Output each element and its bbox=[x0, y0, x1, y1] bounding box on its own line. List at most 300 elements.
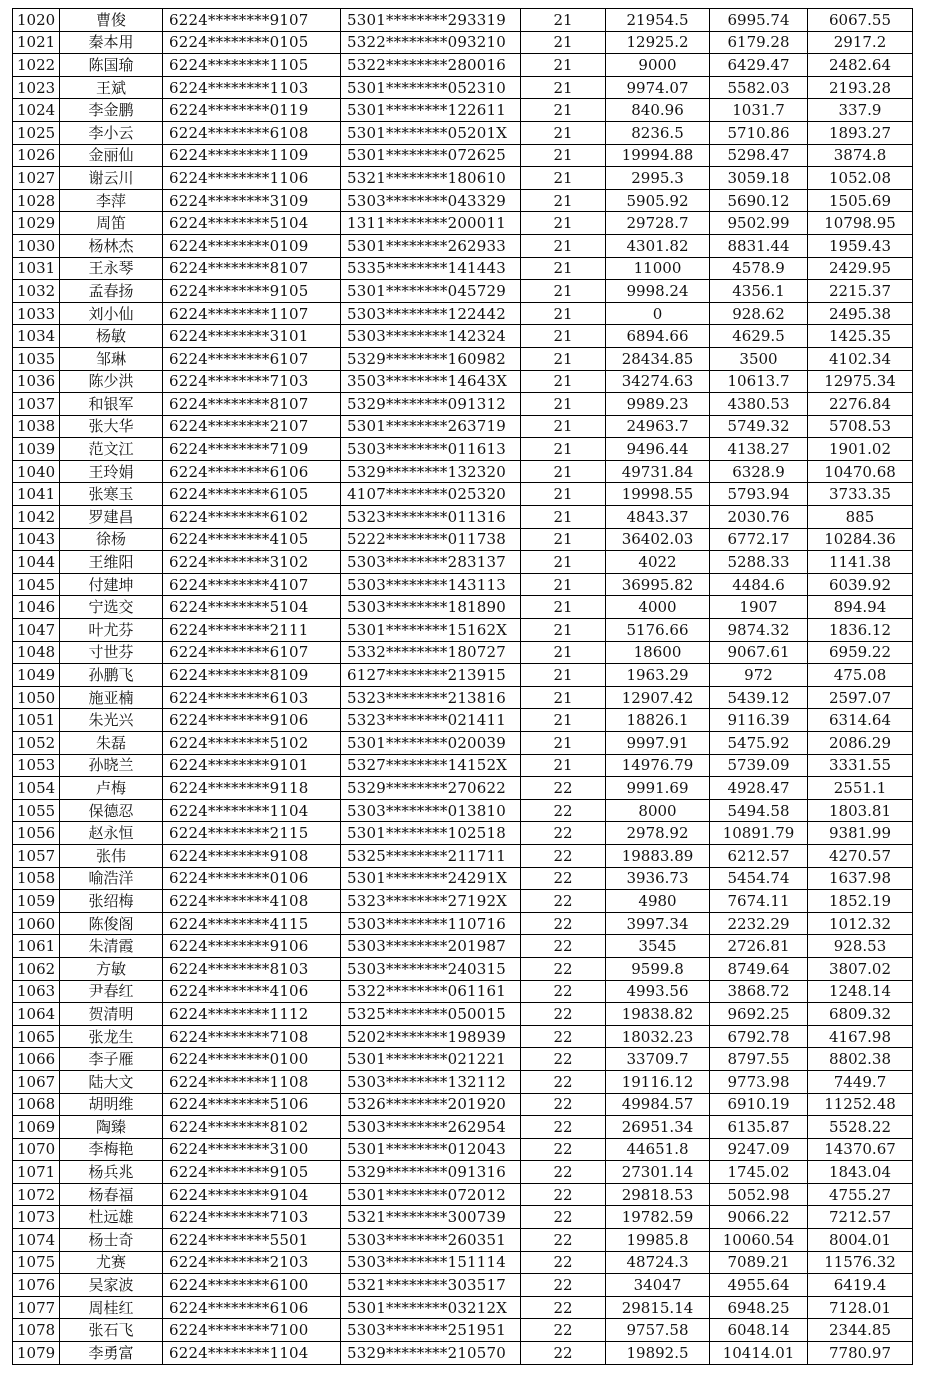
id-number-cell: 5301********072625 bbox=[341, 144, 521, 167]
card-number-cell: 6224********1103 bbox=[163, 76, 341, 99]
name-cell: 李子雁 bbox=[60, 1048, 163, 1071]
term-cell: 22 bbox=[521, 912, 606, 935]
card-number-cell: 6224********9106 bbox=[163, 935, 341, 958]
row-number-cell: 1066 bbox=[13, 1048, 60, 1071]
amount-cell: 2215.37 bbox=[808, 280, 913, 303]
id-number-cell: 5301********021221 bbox=[341, 1048, 521, 1071]
amount-cell: 3500 bbox=[710, 347, 808, 370]
table-row bbox=[13, 370, 913, 393]
term-cell: 22 bbox=[521, 1003, 606, 1026]
amount-cell: 1852.19 bbox=[808, 890, 913, 913]
term-cell: 22 bbox=[521, 1138, 606, 1161]
amount-cell: 3733.35 bbox=[808, 483, 913, 506]
amount-cell: 1907 bbox=[710, 596, 808, 619]
card-number-cell: 6224********4106 bbox=[163, 980, 341, 1003]
term-cell: 21 bbox=[521, 573, 606, 596]
amount-cell: 2978.92 bbox=[606, 822, 710, 845]
name-cell: 曹俊 bbox=[60, 9, 163, 32]
card-number-cell: 6224********1106 bbox=[163, 167, 341, 190]
name-cell: 李小云 bbox=[60, 121, 163, 144]
card-number-cell: 6224********7108 bbox=[163, 1025, 341, 1048]
table-row bbox=[13, 99, 913, 122]
amount-cell: 6429.47 bbox=[710, 54, 808, 77]
name-cell: 杜远雄 bbox=[60, 1206, 163, 1229]
card-number-cell: 6224********6107 bbox=[163, 641, 341, 664]
name-cell: 尹春红 bbox=[60, 980, 163, 1003]
id-number-cell: 5335********141443 bbox=[341, 257, 521, 280]
id-number-cell: 5303********013810 bbox=[341, 799, 521, 822]
amount-cell: 3997.34 bbox=[606, 912, 710, 935]
table-row bbox=[13, 121, 913, 144]
amount-cell: 48724.3 bbox=[606, 1251, 710, 1274]
amount-cell: 24963.7 bbox=[606, 415, 710, 438]
term-cell: 22 bbox=[521, 822, 606, 845]
card-number-cell: 6224********6106 bbox=[163, 1296, 341, 1319]
card-number-cell: 6224********6105 bbox=[163, 483, 341, 506]
table-row bbox=[13, 935, 913, 958]
amount-cell: 10284.36 bbox=[808, 528, 913, 551]
amount-cell: 34274.63 bbox=[606, 370, 710, 393]
amount-cell: 4167.98 bbox=[808, 1025, 913, 1048]
name-cell: 朱清霞 bbox=[60, 935, 163, 958]
card-number-cell: 6224********9106 bbox=[163, 709, 341, 732]
id-number-cell: 5323********213816 bbox=[341, 686, 521, 709]
table-row bbox=[13, 167, 913, 190]
card-number-cell: 6224********6103 bbox=[163, 686, 341, 709]
name-cell: 邹琳 bbox=[60, 347, 163, 370]
card-number-cell: 6224********5104 bbox=[163, 212, 341, 235]
id-number-cell: 5303********143113 bbox=[341, 573, 521, 596]
table-row bbox=[13, 980, 913, 1003]
id-number-cell: 5301********262933 bbox=[341, 234, 521, 257]
amount-cell: 8797.55 bbox=[710, 1048, 808, 1071]
amount-cell: 3874.8 bbox=[808, 144, 913, 167]
id-number-cell: 5301********045729 bbox=[341, 280, 521, 303]
term-cell: 22 bbox=[521, 1296, 606, 1319]
name-cell: 张伟 bbox=[60, 844, 163, 867]
name-cell: 保德忍 bbox=[60, 799, 163, 822]
id-number-cell: 5303********283137 bbox=[341, 551, 521, 574]
amount-cell: 9066.22 bbox=[710, 1206, 808, 1229]
id-number-cell: 5301********102518 bbox=[341, 822, 521, 845]
table-row bbox=[13, 890, 913, 913]
name-cell: 孟春扬 bbox=[60, 280, 163, 303]
amount-cell: 6792.78 bbox=[710, 1025, 808, 1048]
term-cell: 22 bbox=[521, 1183, 606, 1206]
name-cell: 王斌 bbox=[60, 76, 163, 99]
card-number-cell: 6224********9104 bbox=[163, 1183, 341, 1206]
card-number-cell: 6224********1104 bbox=[163, 1342, 341, 1365]
card-number-cell: 6224********1108 bbox=[163, 1070, 341, 1093]
term-cell: 22 bbox=[521, 867, 606, 890]
term-cell: 22 bbox=[521, 980, 606, 1003]
row-number-cell: 1056 bbox=[13, 822, 60, 845]
amount-cell: 8749.64 bbox=[710, 957, 808, 980]
name-cell: 施亚楠 bbox=[60, 686, 163, 709]
term-cell: 21 bbox=[521, 506, 606, 529]
amount-cell: 4102.34 bbox=[808, 347, 913, 370]
row-number-cell: 1043 bbox=[13, 528, 60, 551]
row-number-cell: 1072 bbox=[13, 1183, 60, 1206]
card-number-cell: 6224********2107 bbox=[163, 415, 341, 438]
amount-cell: 49731.84 bbox=[606, 460, 710, 483]
card-number-cell: 6224********8107 bbox=[163, 257, 341, 280]
amount-cell: 9974.07 bbox=[606, 76, 710, 99]
name-cell: 李勇富 bbox=[60, 1342, 163, 1365]
amount-cell: 5690.12 bbox=[710, 189, 808, 212]
row-number-cell: 1061 bbox=[13, 935, 60, 958]
name-cell: 宁选交 bbox=[60, 596, 163, 619]
card-number-cell: 6224********9105 bbox=[163, 1161, 341, 1184]
amount-cell: 6772.17 bbox=[710, 528, 808, 551]
amount-cell: 475.08 bbox=[808, 664, 913, 687]
row-number-cell: 1070 bbox=[13, 1138, 60, 1161]
id-number-cell: 5329********210570 bbox=[341, 1342, 521, 1365]
name-cell: 张石飞 bbox=[60, 1319, 163, 1342]
row-number-cell: 1020 bbox=[13, 9, 60, 32]
table-row bbox=[13, 1296, 913, 1319]
id-number-cell: 5303********110716 bbox=[341, 912, 521, 935]
table-row bbox=[13, 302, 913, 325]
amount-cell: 6314.64 bbox=[808, 709, 913, 732]
amount-cell: 10798.95 bbox=[808, 212, 913, 235]
name-cell: 方敏 bbox=[60, 957, 163, 980]
amount-cell: 5298.47 bbox=[710, 144, 808, 167]
card-number-cell: 6224********0106 bbox=[163, 867, 341, 890]
amount-cell: 19998.55 bbox=[606, 483, 710, 506]
row-number-cell: 1021 bbox=[13, 31, 60, 54]
name-cell: 张寒玉 bbox=[60, 483, 163, 506]
amount-cell: 19892.5 bbox=[606, 1342, 710, 1365]
card-number-cell: 6224********8107 bbox=[163, 393, 341, 416]
card-number-cell: 6224********0105 bbox=[163, 31, 341, 54]
amount-cell: 14370.67 bbox=[808, 1138, 913, 1161]
term-cell: 22 bbox=[521, 777, 606, 800]
amount-cell: 19116.12 bbox=[606, 1070, 710, 1093]
table-row bbox=[13, 438, 913, 461]
id-number-cell: 5322********093210 bbox=[341, 31, 521, 54]
table-row bbox=[13, 1342, 913, 1365]
id-number-cell: 5301********020039 bbox=[341, 732, 521, 755]
amount-cell: 7128.01 bbox=[808, 1296, 913, 1319]
amount-cell: 1836.12 bbox=[808, 619, 913, 642]
row-number-cell: 1054 bbox=[13, 777, 60, 800]
id-number-cell: 5202********198939 bbox=[341, 1025, 521, 1048]
amount-cell: 2726.81 bbox=[710, 935, 808, 958]
table-row bbox=[13, 709, 913, 732]
name-cell: 秦本用 bbox=[60, 31, 163, 54]
term-cell: 22 bbox=[521, 844, 606, 867]
id-number-cell: 5301********03212X bbox=[341, 1296, 521, 1319]
table-row bbox=[13, 212, 913, 235]
id-number-cell: 5301********15162X bbox=[341, 619, 521, 642]
amount-cell: 7449.7 bbox=[808, 1070, 913, 1093]
id-number-cell: 5301********263719 bbox=[341, 415, 521, 438]
card-number-cell: 6224********1104 bbox=[163, 799, 341, 822]
table-row bbox=[13, 822, 913, 845]
row-number-cell: 1074 bbox=[13, 1229, 60, 1252]
amount-cell: 4380.53 bbox=[710, 393, 808, 416]
amount-cell: 2597.07 bbox=[808, 686, 913, 709]
row-number-cell: 1034 bbox=[13, 325, 60, 348]
amount-cell: 8831.44 bbox=[710, 234, 808, 257]
name-cell: 李萍 bbox=[60, 189, 163, 212]
amount-cell: 4955.64 bbox=[710, 1274, 808, 1297]
row-number-cell: 1029 bbox=[13, 212, 60, 235]
id-number-cell: 5301********122611 bbox=[341, 99, 521, 122]
term-cell: 22 bbox=[521, 1093, 606, 1116]
amount-cell: 1031.7 bbox=[710, 99, 808, 122]
id-number-cell: 5325********211711 bbox=[341, 844, 521, 867]
term-cell: 22 bbox=[521, 1274, 606, 1297]
amount-cell: 12975.34 bbox=[808, 370, 913, 393]
amount-cell: 1963.29 bbox=[606, 664, 710, 687]
table-row bbox=[13, 1183, 913, 1206]
term-cell: 21 bbox=[521, 686, 606, 709]
term-cell: 21 bbox=[521, 483, 606, 506]
id-number-cell: 4107********025320 bbox=[341, 483, 521, 506]
amount-cell: 4000 bbox=[606, 596, 710, 619]
id-number-cell: 5325********050015 bbox=[341, 1003, 521, 1026]
term-cell: 22 bbox=[521, 1319, 606, 1342]
card-number-cell: 6224********6107 bbox=[163, 347, 341, 370]
data-table bbox=[12, 8, 913, 1365]
table-row bbox=[13, 1025, 913, 1048]
row-number-cell: 1028 bbox=[13, 189, 60, 212]
name-cell: 朱光兴 bbox=[60, 709, 163, 732]
row-number-cell: 1046 bbox=[13, 596, 60, 619]
card-number-cell: 6224********4115 bbox=[163, 912, 341, 935]
card-number-cell: 6224********5501 bbox=[163, 1229, 341, 1252]
term-cell: 21 bbox=[521, 121, 606, 144]
card-number-cell: 6224********8103 bbox=[163, 957, 341, 980]
amount-cell: 9067.61 bbox=[710, 641, 808, 664]
table-row bbox=[13, 257, 913, 280]
term-cell: 21 bbox=[521, 212, 606, 235]
amount-cell: 12925.2 bbox=[606, 31, 710, 54]
amount-cell: 5288.33 bbox=[710, 551, 808, 574]
amount-cell: 840.96 bbox=[606, 99, 710, 122]
amount-cell: 4301.82 bbox=[606, 234, 710, 257]
id-number-cell: 5303********142324 bbox=[341, 325, 521, 348]
amount-cell: 4578.9 bbox=[710, 257, 808, 280]
table-row bbox=[13, 664, 913, 687]
table-row bbox=[13, 1070, 913, 1093]
card-number-cell: 6224********7103 bbox=[163, 1206, 341, 1229]
table-row bbox=[13, 1319, 913, 1342]
amount-cell: 6039.92 bbox=[808, 573, 913, 596]
id-number-cell: 5303********251951 bbox=[341, 1319, 521, 1342]
term-cell: 21 bbox=[521, 280, 606, 303]
table-row bbox=[13, 9, 913, 32]
card-number-cell: 6224********9105 bbox=[163, 280, 341, 303]
row-number-cell: 1026 bbox=[13, 144, 60, 167]
amount-cell: 894.94 bbox=[808, 596, 913, 619]
amount-cell: 9692.25 bbox=[710, 1003, 808, 1026]
row-number-cell: 1023 bbox=[13, 76, 60, 99]
amount-cell: 2482.64 bbox=[808, 54, 913, 77]
name-cell: 谢云川 bbox=[60, 167, 163, 190]
amount-cell: 5582.03 bbox=[710, 76, 808, 99]
table-row bbox=[13, 732, 913, 755]
table-row bbox=[13, 189, 913, 212]
row-number-cell: 1031 bbox=[13, 257, 60, 280]
row-number-cell: 1077 bbox=[13, 1296, 60, 1319]
id-number-cell: 5322********280016 bbox=[341, 54, 521, 77]
name-cell: 杨士奇 bbox=[60, 1229, 163, 1252]
name-cell: 周笛 bbox=[60, 212, 163, 235]
table-row bbox=[13, 54, 913, 77]
amount-cell: 9991.69 bbox=[606, 777, 710, 800]
amount-cell: 8236.5 bbox=[606, 121, 710, 144]
amount-cell: 9874.32 bbox=[710, 619, 808, 642]
name-cell: 张大华 bbox=[60, 415, 163, 438]
amount-cell: 9773.98 bbox=[710, 1070, 808, 1093]
card-number-cell: 6224********9107 bbox=[163, 9, 341, 32]
id-number-cell: 5329********132320 bbox=[341, 460, 521, 483]
amount-cell: 6959.22 bbox=[808, 641, 913, 664]
amount-cell: 1141.38 bbox=[808, 551, 913, 574]
amount-cell: 34047 bbox=[606, 1274, 710, 1297]
card-number-cell: 6224********9108 bbox=[163, 844, 341, 867]
table-row bbox=[13, 573, 913, 596]
table-row bbox=[13, 1161, 913, 1184]
table-row bbox=[13, 528, 913, 551]
name-cell: 张绍梅 bbox=[60, 890, 163, 913]
row-number-cell: 1030 bbox=[13, 234, 60, 257]
row-number-cell: 1058 bbox=[13, 867, 60, 890]
term-cell: 21 bbox=[521, 325, 606, 348]
row-number-cell: 1063 bbox=[13, 980, 60, 1003]
term-cell: 21 bbox=[521, 189, 606, 212]
card-number-cell: 6224********6108 bbox=[163, 121, 341, 144]
amount-cell: 19838.82 bbox=[606, 1003, 710, 1026]
amount-cell: 928.62 bbox=[710, 302, 808, 325]
amount-cell: 0 bbox=[606, 302, 710, 325]
id-number-cell: 5326********201920 bbox=[341, 1093, 521, 1116]
table-row bbox=[13, 777, 913, 800]
amount-cell: 972 bbox=[710, 664, 808, 687]
amount-cell: 9000 bbox=[606, 54, 710, 77]
term-cell: 21 bbox=[521, 76, 606, 99]
name-cell: 王维阳 bbox=[60, 551, 163, 574]
id-number-cell: 5301********24291X bbox=[341, 867, 521, 890]
card-number-cell: 6224********2115 bbox=[163, 822, 341, 845]
row-number-cell: 1071 bbox=[13, 1161, 60, 1184]
row-number-cell: 1053 bbox=[13, 754, 60, 777]
amount-cell: 1959.43 bbox=[808, 234, 913, 257]
amount-cell: 7780.97 bbox=[808, 1342, 913, 1365]
amount-cell: 10060.54 bbox=[710, 1229, 808, 1252]
amount-cell: 7674.11 bbox=[710, 890, 808, 913]
card-number-cell: 6224********3101 bbox=[163, 325, 341, 348]
term-cell: 22 bbox=[521, 1229, 606, 1252]
amount-cell: 6894.66 bbox=[606, 325, 710, 348]
amount-cell: 29815.14 bbox=[606, 1296, 710, 1319]
id-number-cell: 5323********021411 bbox=[341, 709, 521, 732]
amount-cell: 3807.02 bbox=[808, 957, 913, 980]
id-number-cell: 5301********293319 bbox=[341, 9, 521, 32]
amount-cell: 11576.32 bbox=[808, 1251, 913, 1274]
card-number-cell: 6224********5102 bbox=[163, 732, 341, 755]
amount-cell: 6135.87 bbox=[710, 1116, 808, 1139]
id-number-cell: 5303********122442 bbox=[341, 302, 521, 325]
card-number-cell: 6224********7100 bbox=[163, 1319, 341, 1342]
card-number-cell: 6224********5106 bbox=[163, 1093, 341, 1116]
card-number-cell: 6224********6100 bbox=[163, 1274, 341, 1297]
row-number-cell: 1022 bbox=[13, 54, 60, 77]
table-row bbox=[13, 347, 913, 370]
amount-cell: 8802.38 bbox=[808, 1048, 913, 1071]
amount-cell: 1248.14 bbox=[808, 980, 913, 1003]
amount-cell: 4270.57 bbox=[808, 844, 913, 867]
id-number-cell: 5321********180610 bbox=[341, 167, 521, 190]
card-number-cell: 6224********5104 bbox=[163, 596, 341, 619]
amount-cell: 4928.47 bbox=[710, 777, 808, 800]
row-number-cell: 1042 bbox=[13, 506, 60, 529]
term-cell: 21 bbox=[521, 709, 606, 732]
id-number-cell: 5301********05201X bbox=[341, 121, 521, 144]
table-row bbox=[13, 799, 913, 822]
table-body bbox=[13, 9, 913, 1365]
amount-cell: 5793.94 bbox=[710, 483, 808, 506]
amount-cell: 5052.98 bbox=[710, 1183, 808, 1206]
term-cell: 22 bbox=[521, 1116, 606, 1139]
id-number-cell: 5303********262954 bbox=[341, 1116, 521, 1139]
amount-cell: 6048.14 bbox=[710, 1319, 808, 1342]
amount-cell: 2344.85 bbox=[808, 1319, 913, 1342]
amount-cell: 9998.24 bbox=[606, 280, 710, 303]
amount-cell: 49984.57 bbox=[606, 1093, 710, 1116]
row-number-cell: 1076 bbox=[13, 1274, 60, 1297]
name-cell: 孙鹏飞 bbox=[60, 664, 163, 687]
amount-cell: 2495.38 bbox=[808, 302, 913, 325]
term-cell: 22 bbox=[521, 935, 606, 958]
amount-cell: 337.9 bbox=[808, 99, 913, 122]
amount-cell: 7089.21 bbox=[710, 1251, 808, 1274]
amount-cell: 2193.28 bbox=[808, 76, 913, 99]
row-number-cell: 1033 bbox=[13, 302, 60, 325]
table-row bbox=[13, 393, 913, 416]
amount-cell: 3868.72 bbox=[710, 980, 808, 1003]
amount-cell: 3331.55 bbox=[808, 754, 913, 777]
id-number-cell: 5321********300739 bbox=[341, 1206, 521, 1229]
amount-cell: 27301.14 bbox=[606, 1161, 710, 1184]
amount-cell: 4022 bbox=[606, 551, 710, 574]
term-cell: 22 bbox=[521, 1048, 606, 1071]
term-cell: 21 bbox=[521, 528, 606, 551]
amount-cell: 4755.27 bbox=[808, 1183, 913, 1206]
amount-cell: 9381.99 bbox=[808, 822, 913, 845]
term-cell: 21 bbox=[521, 393, 606, 416]
amount-cell: 9997.91 bbox=[606, 732, 710, 755]
row-number-cell: 1068 bbox=[13, 1093, 60, 1116]
amount-cell: 1052.08 bbox=[808, 167, 913, 190]
term-cell: 21 bbox=[521, 9, 606, 32]
amount-cell: 6948.25 bbox=[710, 1296, 808, 1319]
card-number-cell: 6224********2103 bbox=[163, 1251, 341, 1274]
amount-cell: 5475.92 bbox=[710, 732, 808, 755]
name-cell: 刘小仙 bbox=[60, 302, 163, 325]
id-number-cell: 5301********052310 bbox=[341, 76, 521, 99]
amount-cell: 9116.39 bbox=[710, 709, 808, 732]
term-cell: 21 bbox=[521, 619, 606, 642]
table-row bbox=[13, 1093, 913, 1116]
amount-cell: 3545 bbox=[606, 935, 710, 958]
amount-cell: 19994.88 bbox=[606, 144, 710, 167]
row-number-cell: 1055 bbox=[13, 799, 60, 822]
amount-cell: 1843.04 bbox=[808, 1161, 913, 1184]
